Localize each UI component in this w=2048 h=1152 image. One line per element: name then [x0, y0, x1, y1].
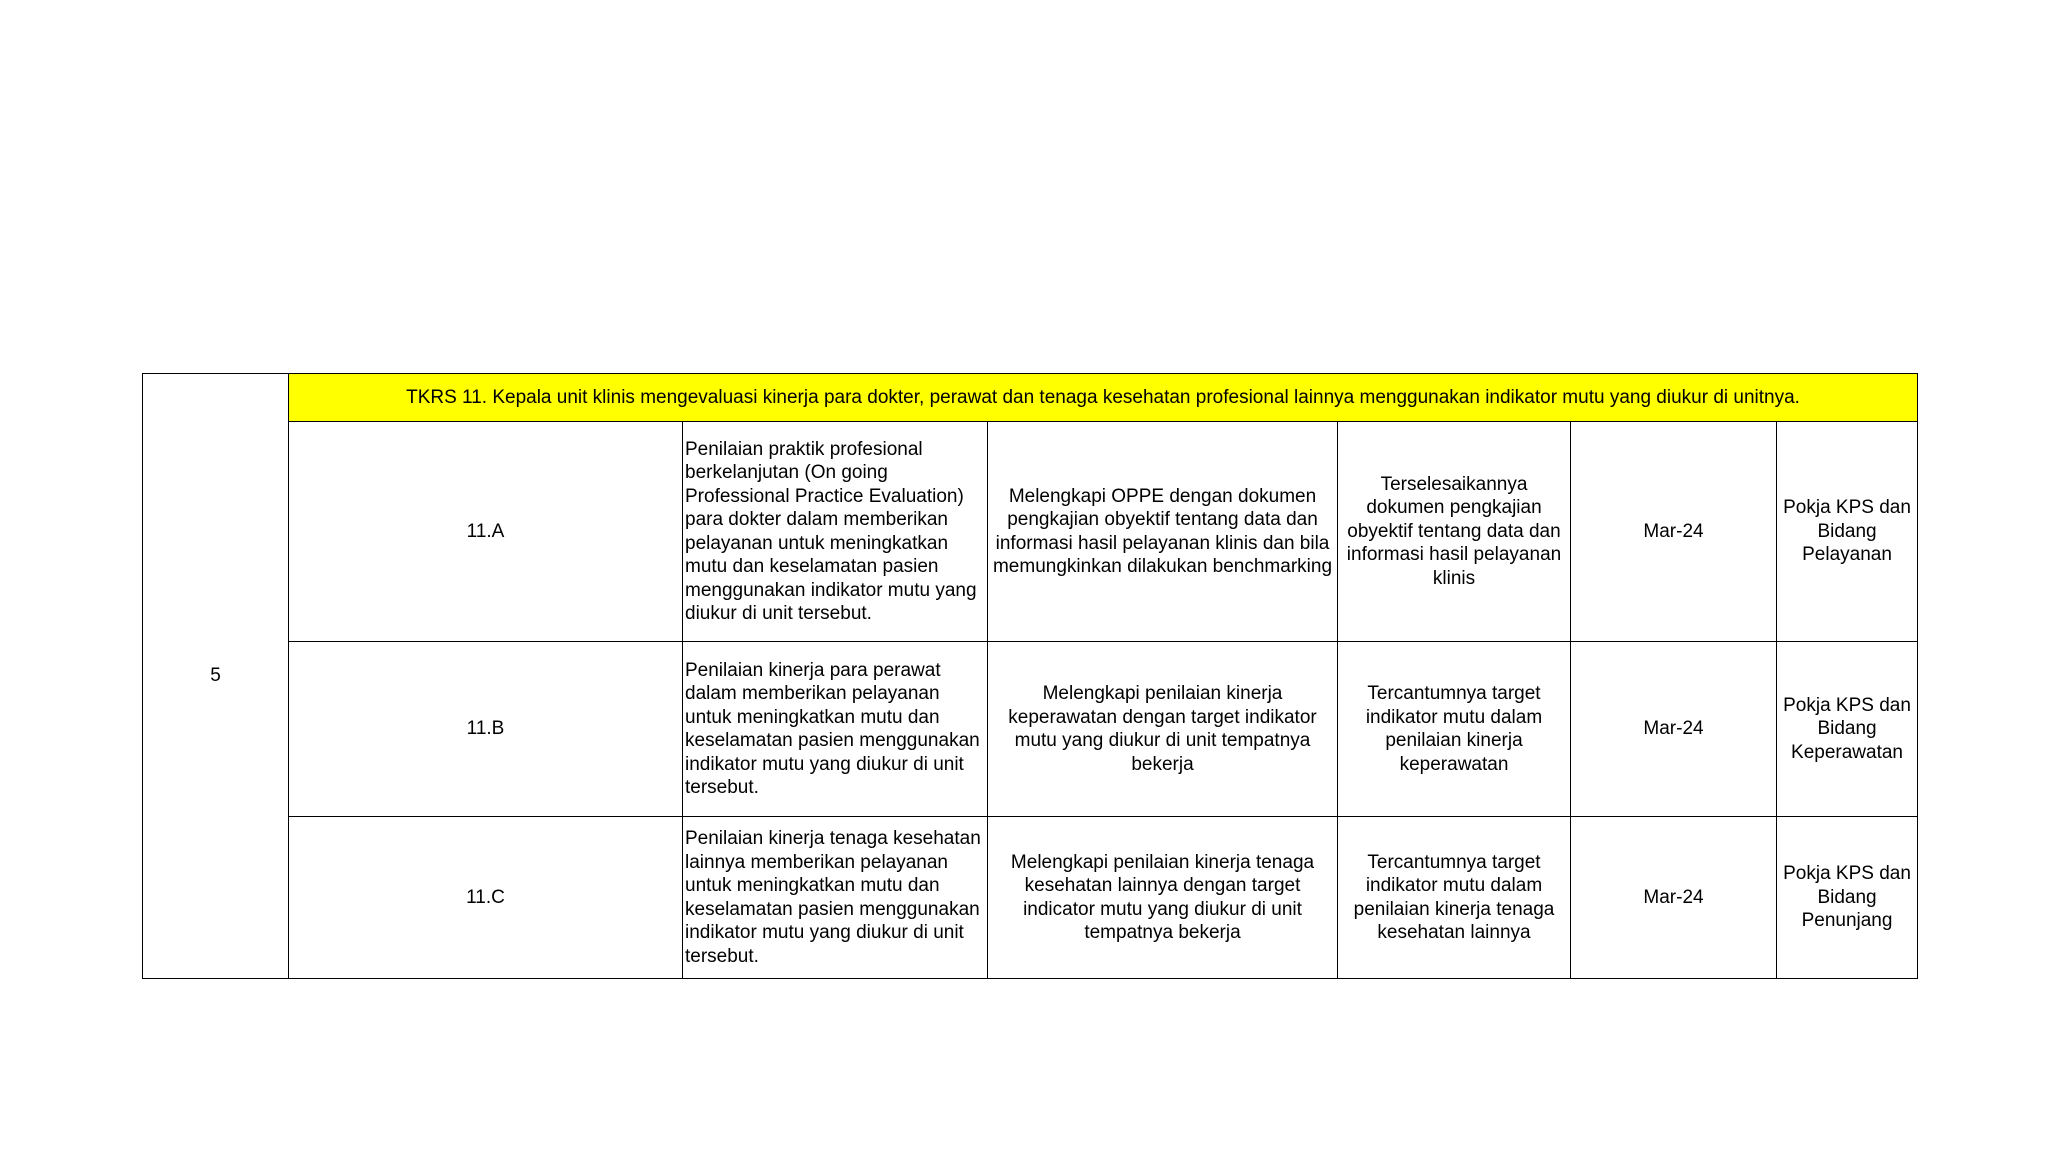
- row-code-cell: 11.C: [289, 817, 683, 979]
- target-cell: Terselesaikannya dokumen pengkajian obyektif tentang data dan informasi hasil pelayanan klinis: [1338, 422, 1571, 642]
- action-plan-sheet: [142, 373, 1917, 978]
- deadline-cell: Mar-24: [1571, 817, 1777, 979]
- row-code-cell: 11.B: [289, 642, 683, 817]
- responsible-party-cell: Pokja KPS dan Bidang Keperawatan: [1777, 642, 1918, 817]
- table-row: [143, 642, 1918, 817]
- target-cell: Tercantumnya target indikator mutu dalam penilaian kinerja keperawatan: [1338, 642, 1571, 817]
- assessment-element-cell: Penilaian kinerja tenaga kesehatan lainnya memberikan pelayanan untuk meningkatkan mutu dan keselamatan pasien menggunakan indikator mutu yang diukur di unit tersebut.: [683, 817, 988, 979]
- action-plan-table: [142, 373, 1918, 979]
- responsible-party-cell: Pokja KPS dan Bidang Pelayanan: [1777, 422, 1918, 642]
- follow-up-action-cell: Melengkapi OPPE dengan dokumen pengkajian obyektif tentang data dan informasi hasil pelayanan klinis dan bila memungkinkan dilakukan benchmarking: [988, 422, 1338, 642]
- table-row: [143, 817, 1918, 979]
- table-header-row: [143, 374, 1918, 422]
- deadline-cell: Mar-24: [1571, 642, 1777, 817]
- assessment-element-cell: Penilaian kinerja para perawat dalam memberikan pelayanan untuk meningkatkan mutu dan keselamatan pasien menggunakan indikator mutu yang diukur di unit tersebut.: [683, 642, 988, 817]
- follow-up-action-cell: Melengkapi penilaian kinerja keperawatan dengan target indikator mutu yang diukur di unit tempatnya bekerja: [988, 642, 1338, 817]
- follow-up-action-cell: Melengkapi penilaian kinerja tenaga kesehatan lainnya dengan target indicator mutu yang diukur di unit tempatnya bekerja: [988, 817, 1338, 979]
- target-cell: Tercantumnya target indikator mutu dalam penilaian kinerja tenaga kesehatan lainnya: [1338, 817, 1571, 979]
- deadline-cell: Mar-24: [1571, 422, 1777, 642]
- table-row: [143, 422, 1918, 642]
- standard-header-cell: TKRS 11. Kepala unit klinis mengevaluasi kinerja para dokter, perawat dan tenaga kesehatan profesional lainnya menggunakan indikator mutu yang diukur di unitnya.: [289, 374, 1918, 422]
- responsible-party-cell: Pokja KPS dan Bidang Penunjang: [1777, 817, 1918, 979]
- group-number-cell: 5: [143, 374, 289, 979]
- assessment-element-cell: Penilaian praktik profesional berkelanjutan (On going Professional Practice Evaluation) para dokter dalam memberikan pelayanan untuk meningkatkan mutu dan keselamatan pasien menggunakan indikator mutu yang diukur di unit tersebut.: [683, 422, 988, 642]
- row-code-cell: 11.A: [289, 422, 683, 642]
